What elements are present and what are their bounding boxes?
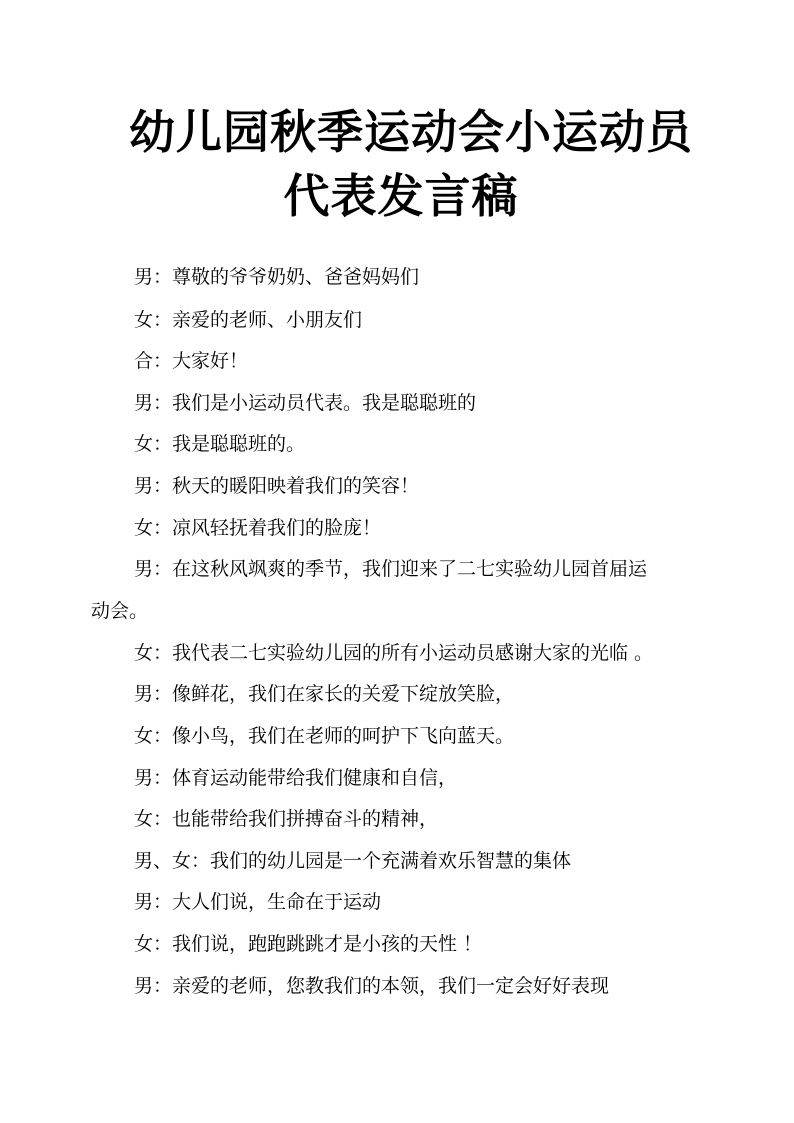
speech-line: 男：秋天的暖阳映着我们的笑容！ xyxy=(134,475,420,497)
speech-line: 女：凉风轻抚着我们的脸庞！ xyxy=(134,517,382,539)
speech-line: 男：像鲜花，我们在家长的关爱下绽放笑脸， xyxy=(134,683,515,705)
speech-line: 女：我们说，跑跑跳跳才是小孩的天性 ！ xyxy=(134,933,483,955)
speech-line-continuation: 动会。 xyxy=(91,600,149,622)
speech-line: 男：我们是小运动员代表。我是聪聪班的 xyxy=(134,392,477,414)
speech-line: 男：大人们说，生命在于运动 xyxy=(134,891,382,913)
speech-line: 男：亲爱的老师，您教我们的本领，我们一定会好好表现 xyxy=(134,975,610,997)
speech-line: 男、女：我们的幼儿园是一个充满着欢乐智慧的集体 xyxy=(134,850,572,872)
speech-line: 女：我代表二七实验幼儿园的所有小运动员感谢大家的光临 。 xyxy=(134,642,654,664)
speech-line: 女：亲爱的老师、小朋友们 xyxy=(134,309,363,331)
speech-line: 女：也能带给我们拼搏奋斗的精神， xyxy=(134,808,439,830)
speech-line: 男：尊敬的爷爷奶奶、爸爸妈妈们 xyxy=(134,266,420,288)
speech-line: 合：大家好！ xyxy=(134,350,249,372)
document-title-line-2: 代表发言稿 xyxy=(283,169,519,223)
document-title-line-1: 幼儿园秋季运动会小运动员 xyxy=(129,105,693,159)
speech-line: 女：我是聪聪班的。 xyxy=(134,433,306,455)
speech-line: 女：像小鸟，我们在老师的呵护下飞向蓝天。 xyxy=(134,725,515,747)
speech-line: 男：在这秋风飒爽的季节，我们迎来了二七实验幼儿园首届运 xyxy=(134,558,648,580)
speech-line: 男：体育运动能带给我们健康和自信， xyxy=(134,767,458,789)
